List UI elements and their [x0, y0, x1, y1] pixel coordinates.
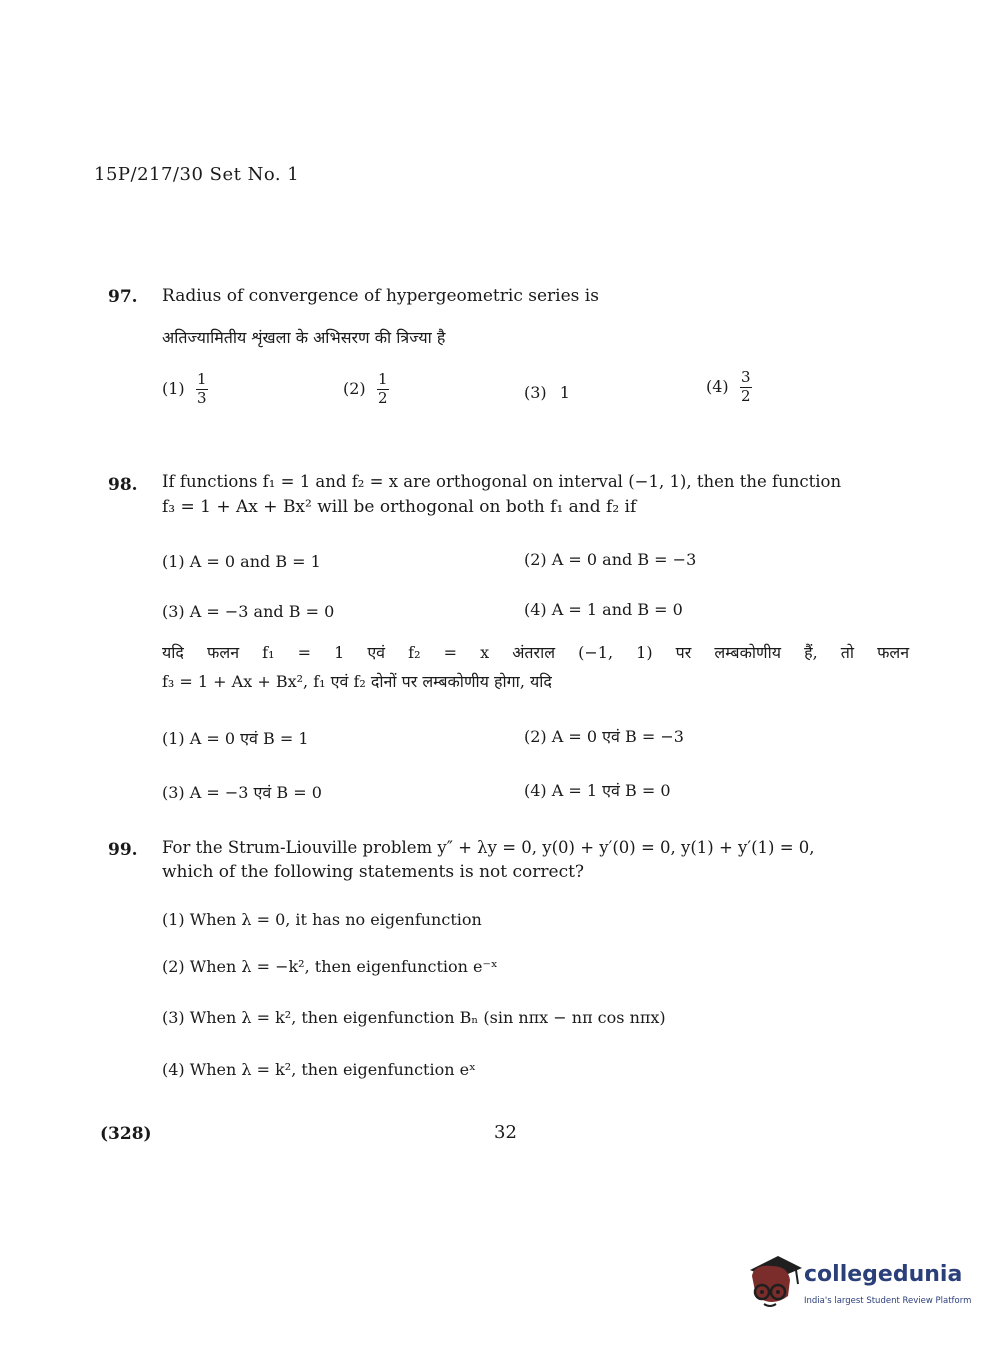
- q99-option-1: (1) When λ = 0, it has no eigenfunction: [162, 910, 482, 929]
- q97-option-2: [343, 372, 389, 407]
- option-label: (3): [524, 383, 547, 402]
- q97-option-4: [706, 370, 752, 405]
- collegedunia-mascot-icon: [742, 1250, 804, 1320]
- numerator: 3: [740, 368, 751, 386]
- denominator: 2: [740, 386, 751, 405]
- q99-line1: For the Strum-Liouville problem y″ + λy = 0, y(0) + y′(0) = 0, y(1) + y′(1) = 0,: [162, 838, 815, 857]
- q98-number: 98.: [108, 475, 138, 495]
- denominator: 2: [377, 388, 388, 407]
- q98-line1-hi: यदि फलन f₁ = 1 एवं f₂ = x अंतराल (−1, 1) पर लम्बकोणीय हैं, तो फलन: [162, 643, 910, 662]
- fraction: [740, 370, 752, 405]
- q97-text-en: Radius of convergence of hypergeometric series is: [162, 286, 599, 306]
- q99-option-2: (2) When λ = −k², then eigenfunction e⁻ˣ: [162, 957, 498, 976]
- fraction: [196, 372, 208, 407]
- option-value: 1: [559, 383, 570, 402]
- q99-option-3: (3) When λ = k², then eigenfunction Bₙ (sin nπx − nπ cos nπx): [162, 1008, 666, 1027]
- fraction: [377, 372, 389, 407]
- option-label: (1): [162, 378, 185, 398]
- paper-code: 15P/217/30 Set No. 1: [94, 164, 300, 185]
- q97-option-1: [162, 372, 208, 407]
- numerator: 1: [377, 370, 388, 388]
- q98-option-en-3: (3) A = −3 and B = 0: [162, 602, 335, 621]
- q98-option-hi-3: (3) A = −3 एवं B = 0: [162, 783, 322, 802]
- page-number: 32: [494, 1122, 517, 1143]
- q98-option-en-1: (1) A = 0 and B = 1: [162, 552, 321, 571]
- q97-text-hi: अतिज्यामितीय शृंखला के अभिसरण की त्रिज्या है: [162, 328, 446, 347]
- q98-line1-en: If functions f₁ = 1 and f₂ = x are orthogonal on interval (−1, 1), then the function: [162, 472, 842, 491]
- q98-option-hi-1: (1) A = 0 एवं B = 1: [162, 729, 309, 748]
- q98-option-en-2: (2) A = 0 and B = −3: [524, 550, 697, 569]
- q98-line2-hi: f₃ = 1 + Ax + Bx², f₁ एवं f₂ दोनों पर लम्बकोणीय होगा, यदि: [162, 672, 552, 691]
- footer-code: (328): [100, 1124, 152, 1144]
- q98-option-hi-4: (4) A = 1 एवं B = 0: [524, 781, 671, 800]
- q99-number: 99.: [108, 840, 138, 860]
- option-label: (2): [343, 378, 366, 398]
- q98-option-en-4: (4) A = 1 and B = 0: [524, 600, 683, 619]
- brand-tagline: India's largest Student Review Platform: [804, 1296, 972, 1306]
- q97-number: 97.: [108, 287, 138, 307]
- numerator: 1: [196, 370, 207, 388]
- q98-line2-en: f₃ = 1 + Ax + Bx² will be orthogonal on both f₁ and f₂ if: [162, 497, 637, 517]
- q99-option-4: (4) When λ = k², then eigenfunction eˣ: [162, 1060, 476, 1079]
- brand-name: collegedunia: [804, 1262, 963, 1287]
- q99-line2: which of the following statements is not correct?: [162, 862, 585, 882]
- option-label: (4): [706, 376, 729, 396]
- denominator: 3: [196, 388, 207, 407]
- q97-option-3: [524, 383, 570, 402]
- q98-option-hi-2: (2) A = 0 एवं B = −3: [524, 727, 684, 746]
